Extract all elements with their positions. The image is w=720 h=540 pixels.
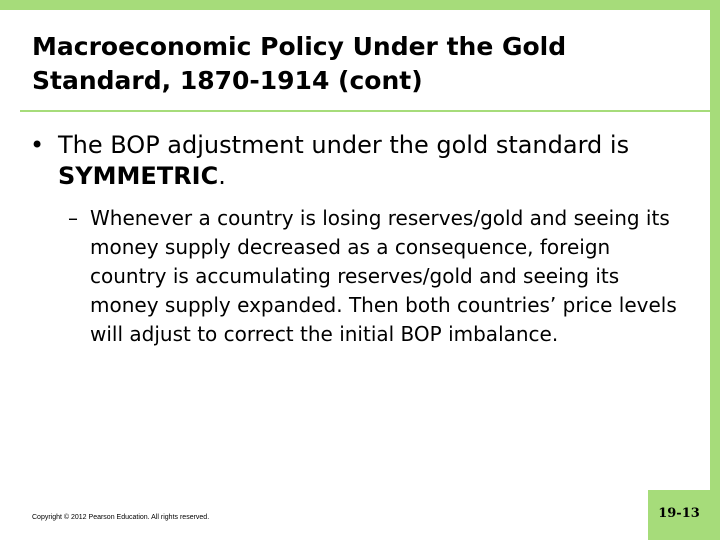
slide-number: 19-13 [658,505,700,521]
sub-bullet-text: Whenever a country is losing reserves/gold and seeing its money supply decreased as a consequence, foreign country is accumulating reserves/gold and seeing its money supply expanded. Then both countries’ price levels will adjust to correct the initial BOP imbalance. [90,206,677,346]
copyright-notice: Copyright © 2012 Pearson Education. All rights reserved. [32,514,210,521]
title-divider [20,110,710,112]
slide-title [32,30,682,98]
right-accent-bar [710,0,720,540]
slide-number-box [648,490,710,540]
bullet-point [30,130,670,192]
top-accent-bar [0,0,720,10]
bullet-emphasis: SYMMETRIC [58,162,219,190]
sub-bullet-point [68,204,678,349]
bullet-text-lead: The BOP adjustment under the gold standard is [58,131,630,159]
slide-title-line-2: Standard, 1870-1914 (cont) [32,66,423,95]
bullet-text-end: . [218,162,226,190]
sub-bullet-marker: – [68,206,78,230]
bullet-marker: • [30,131,45,159]
slide-title-line-1: Macroeconomic Policy Under the Gold [32,32,567,61]
bullet-text [58,130,670,192]
